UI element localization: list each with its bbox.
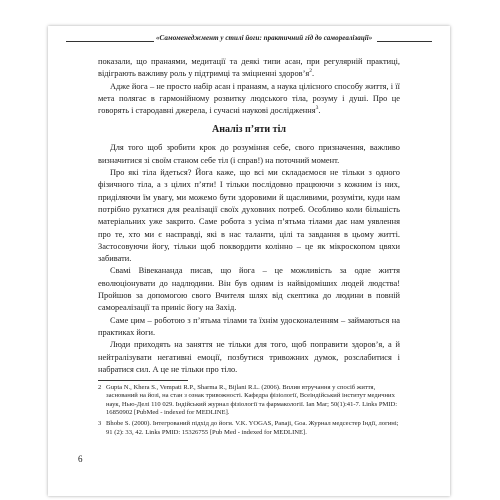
footnote-divider xyxy=(98,380,188,381)
section-heading: Аналіз п’яти тіл xyxy=(212,124,286,136)
paragraph-text: показали, що пранаями, медитації та деякі типи асан, при регулярній практиці, відіграють важливу роль у підтримці та зміцненні здоров’я xyxy=(98,57,400,79)
footnote xyxy=(98,384,400,417)
paragraph xyxy=(98,81,400,118)
paragraph: Саме цим – роботою з п’ятьма тілами та їхнім удосконаленням – займаються на практиках йоги. xyxy=(98,315,400,337)
paragraph: Про які тіла йдеться? Йога каже, що всі ми складаємося не тільки з одного фізичного тіла, а з цілих п’яти! І тільки послідовно працюючи з кожним із них, приділяючи їм увагу, ми можемо бути здоровими й щасливими, розуміти, куди нам потрібно рухатися для реалізації своїх духовних потреб. Особливо коли більшість матеріальних уже закрито. Саме робота з усіма п’ятьма тілами дає нам уявлення про те, хто ми є насправді, які в нас таланти, цілі та завдання в цьому житті. Застосовуючи йогу, тільки щоб поквордити колінно – це як мікроскопом цвяхи забивати. xyxy=(98,168,400,264)
running-header xyxy=(48,34,450,48)
paragraph xyxy=(98,56,400,81)
footnote-text: Gupta N., Khera S., Vempati R.P., Sharma R., Bijlani R.L. (2006). Вплив втручання у спосіб життя, заснований на йозі, на стан з ознак тривожності. Кафедра фізіології, Всеіндійський інститут медичних наук, Нью-Делі 110 029. Індійський журнал фізіології та фармакології. Ian Mar; 50(1):41-7. Links PMID: 16850902 [PubMed - indexed for MEDLINE]. xyxy=(106,384,398,417)
page-body xyxy=(98,56,400,440)
running-head-text: «Самоменеджмент у стилі йоги: практичний гід до самореалізації» xyxy=(156,34,373,42)
header-rule-left xyxy=(66,41,154,42)
paragraph-tail: . xyxy=(318,106,321,116)
page-number: 6 xyxy=(78,454,83,464)
footnote-number: 2 xyxy=(98,384,102,392)
footnote xyxy=(98,420,400,437)
footnotes xyxy=(98,384,400,437)
footnote-text: Bhobe S. (2000). Інтегрований підхід до йоги. V.K. YOGAS, Panaji, Goa. Журнал медсестер Індії, логині; 91 (2): 33, 42. Links PMID: 15326755 [Pub Med - indexed for MEDLINE]. xyxy=(106,420,399,436)
header-rule-right xyxy=(377,41,432,42)
paragraph-tail: . xyxy=(312,69,315,79)
footnote-ref: 2 xyxy=(309,68,313,75)
paragraph: Для того щоб зробити крок до розуміння себе, свого призначення, важливо визначитися зі своїм станом себе тіл (і справ!) на поточний момент. xyxy=(98,143,400,165)
book-page xyxy=(48,26,450,496)
footnote-ref: 3 xyxy=(315,105,319,112)
paragraph: Свамі Вівекананда писав, що йога – це можливість за одне життя еволюціонувати до надлюдини. Він був одним із найвідоміших людей людства! Пройшов за допомогою свого Вчителя шлях від скептика до людини в повній самореалізації та приніс йогу на Захід. xyxy=(98,266,400,313)
paragraph: Люди приходять на заняття не тільки для того, щоб поправити здоров’я, а й нейтралізувати негативні емоції, позбутися тривожних думок, розслабитися і набратися сил. А це не тільки про тіло. xyxy=(98,340,400,374)
footnote-number: 3 xyxy=(98,420,102,428)
paragraph-text: Адже йога – не просто набір асан і пранаям, а наука цілісного способу життя, і її мета полягає в гармонійному розвитку людського тіла, розуму і душі. Про це говорять і стародавні джерела, і сучасні наукові дослідження xyxy=(98,81,400,116)
